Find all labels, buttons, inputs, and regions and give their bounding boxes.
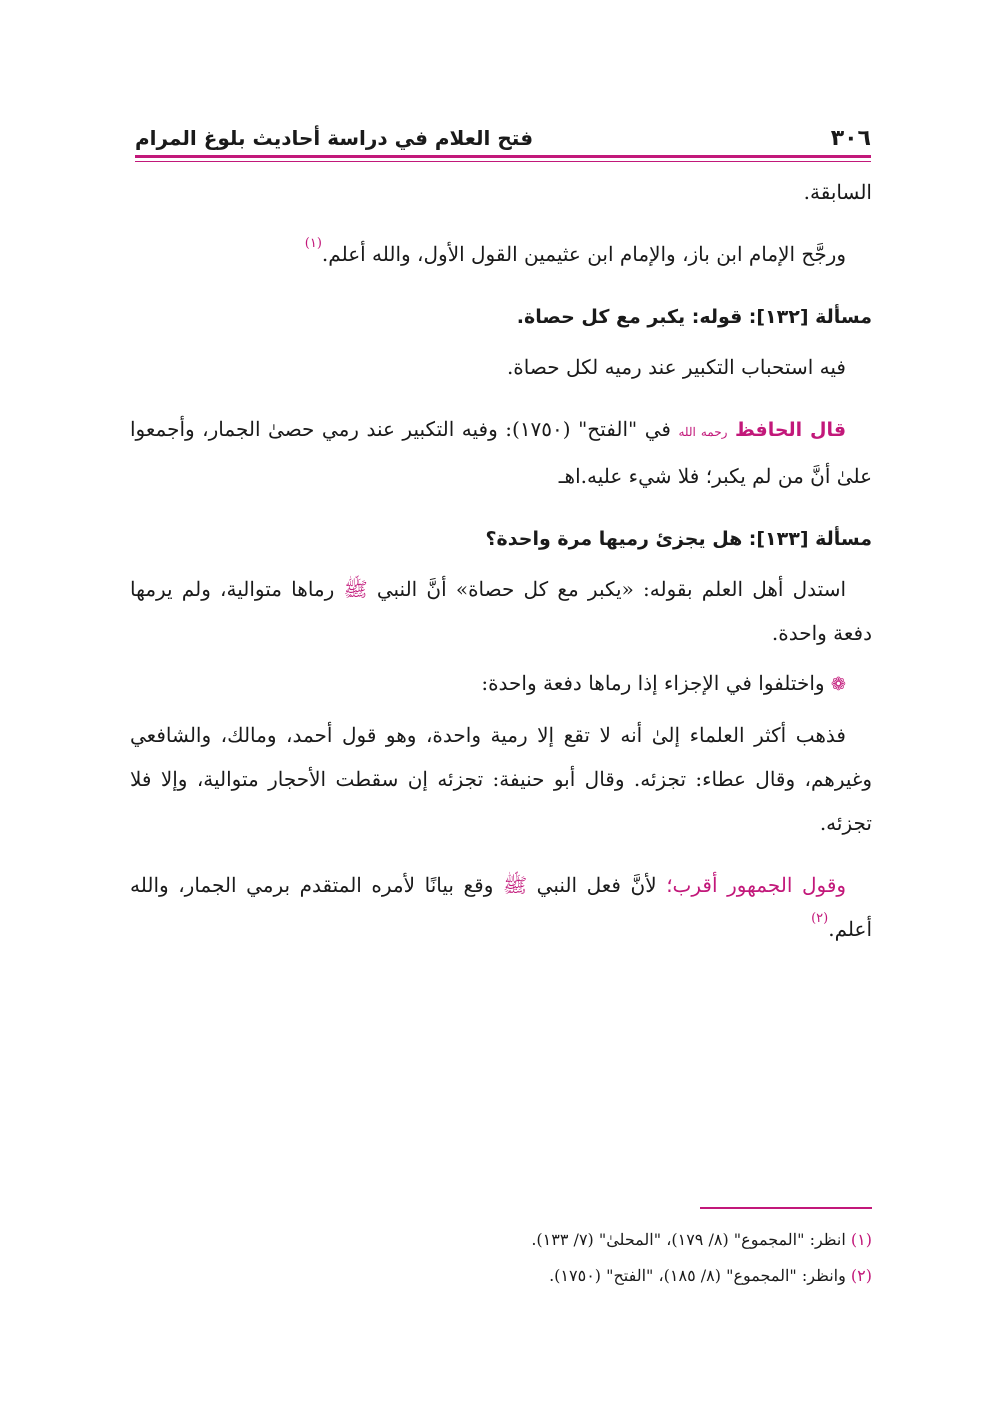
- paragraph-text: في "الفتح" (١٧٥٠): وفيه التكبير عند رمي حصىٰ الجمار، وأجمعوا علىٰ أنَّ من لم يكبر؛ فلا شيء عليه.اهـ: [130, 417, 872, 488]
- issue-heading-132: [130, 294, 872, 339]
- paragraph-text: السابقة.: [803, 180, 872, 204]
- issue-label: مسألة [١٣٢]:: [748, 306, 872, 328]
- paragraph-text: رماها متوالية، ولم يرمها دفعة واحدة.: [130, 577, 872, 645]
- footnote-number: (٢): [850, 1266, 872, 1285]
- paragraph-previous-continuation: [130, 170, 872, 214]
- paragraph-text: استدل أهل العلم بقوله: «يكبر مع كل حصاة» أنَّ النبي: [376, 577, 847, 601]
- footnotes: [130, 1222, 872, 1294]
- salutation-mark: ﷺ: [343, 577, 368, 601]
- page-number: ٣٠٦: [830, 125, 871, 151]
- issue-label: مسألة [١٣٣]:: [748, 528, 872, 550]
- footnote-2: [130, 1258, 872, 1294]
- paragraph-scholars: [130, 713, 872, 845]
- header-rule-thin: [135, 161, 871, 162]
- paragraph-hafiz-quote: [130, 407, 872, 498]
- footnote-text: انظر: "المجموع" (٨/ ١٧٩)، "المحلىٰ" (٧/ ١٣٣).: [531, 1230, 846, 1249]
- paragraph-disagreement: [130, 661, 872, 707]
- speaker-name: قال الحافظ: [734, 419, 847, 441]
- footnote-separator: [700, 1207, 872, 1209]
- footnote-marker-2[interactable]: (٢): [811, 911, 829, 926]
- flower-ornament-icon: ❁: [830, 674, 846, 695]
- main-text: [130, 170, 872, 969]
- footnote-text: وانظر: "المجموع" (٨/ ١٨٥)، "الفتح" (١٧٥٠).: [549, 1266, 846, 1285]
- honorific-mark: رحمه الله: [678, 425, 728, 439]
- footnote-number: (١): [850, 1230, 872, 1249]
- issue-title: هل يجزئ رميها مرة واحدة؟: [485, 528, 743, 550]
- salutation-mark: ﷺ: [502, 873, 528, 897]
- paragraph-text: لأنَّ فعل النبي: [536, 873, 657, 897]
- header-rule-thick: [135, 155, 871, 158]
- emphasis-text: وقول الجمهور أقرب؛: [666, 873, 847, 897]
- paragraph-text: فذهب أكثر العلماء إلىٰ أنه لا تقع إلا رمية واحدة، وهو قول أحمد، ومالك، والشافعي وغيرهم، وقال عطاء: تجزئه. وقال أبو حنيفة: تجزئه إن سقطت الأحجار متوالية، وإلا فلا تجزئه.: [130, 723, 873, 835]
- paragraph-majority: [130, 863, 872, 951]
- paragraph-text: واختلفوا في الإجزاء إذا رماها دفعة واحدة:: [481, 671, 825, 695]
- footnote-1: [130, 1222, 872, 1258]
- issue-heading-133: [130, 516, 872, 561]
- running-header: [135, 118, 871, 158]
- book-title: فتح العلام في دراسة أحاديث بلوغ المرام: [135, 126, 534, 150]
- footnote-marker-1[interactable]: (١): [304, 236, 322, 251]
- issue-title: قوله: يكبر مع كل حصاة.: [516, 306, 743, 328]
- paragraph-evidence: [130, 567, 872, 655]
- paragraph-text: ورجَّح الإمام ابن باز، والإمام ابن عثيمين القول الأول، والله أعلم.: [321, 242, 846, 266]
- paragraph-text: وقع بيانًا لأمره المتقدم برمي الجمار، والله أعلم.: [130, 873, 872, 941]
- paragraph-takbir: [130, 345, 872, 389]
- paragraph-preference: [130, 232, 872, 276]
- paragraph-text: فيه استحباب التكبير عند رميه لكل حصاة.: [506, 355, 846, 379]
